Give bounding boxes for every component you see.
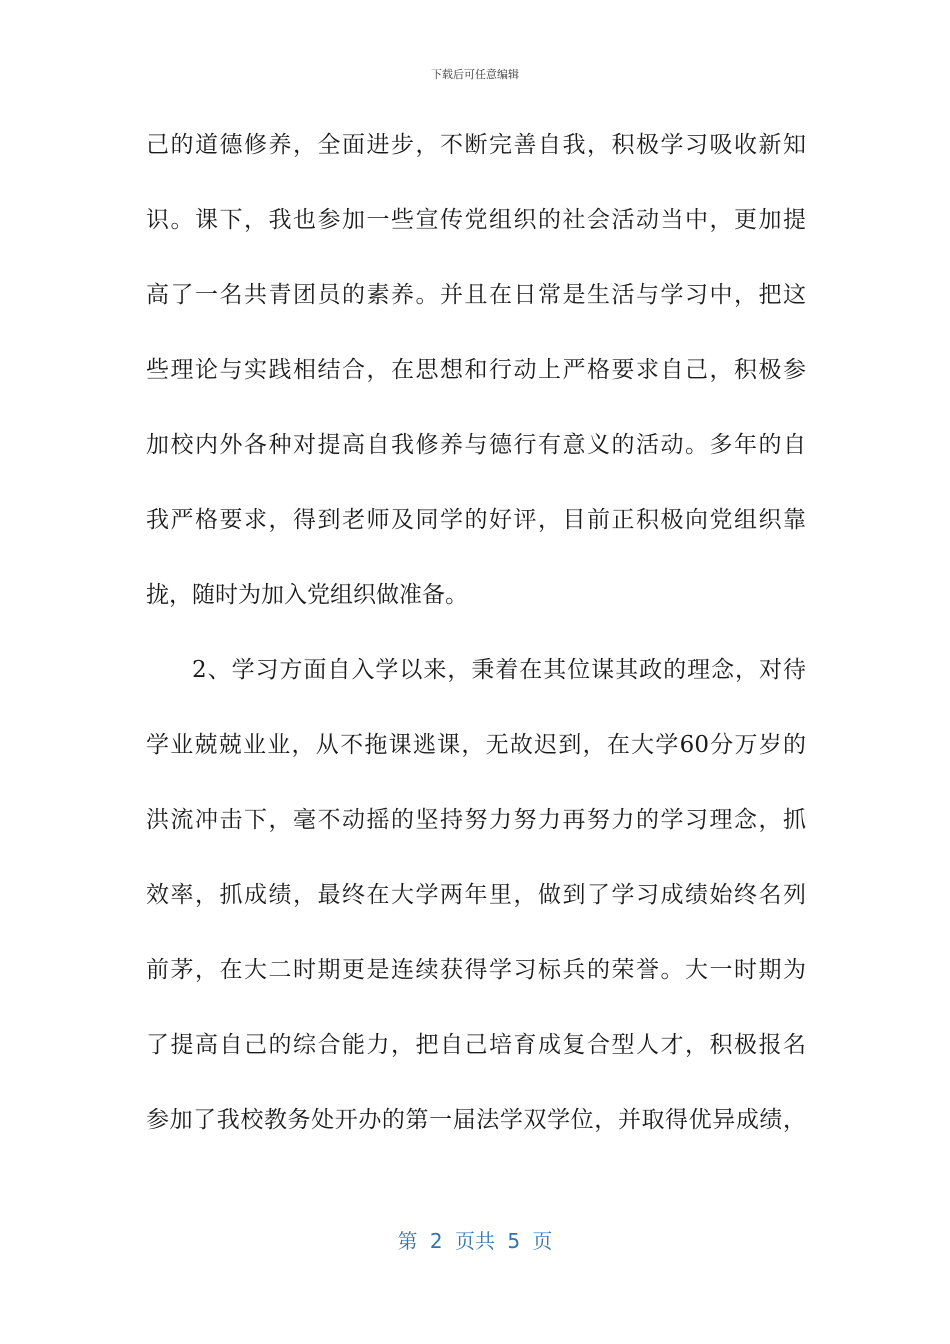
body-line: 了提高自己的综合能力，把自己培育成复合型人才，积极报名 xyxy=(146,1032,806,1058)
page-header: 下载后可任意编辑 xyxy=(431,68,519,81)
body-line: 些理论与实践相结合，在思想和行动上严格要求自己，积极参 xyxy=(146,357,806,383)
body-line: 我严格要求，得到老师及同学的好评，目前正积极向党组织靠 xyxy=(146,507,806,533)
body-line: 参加了我校教务处开办的第一届法学双学位，并取得优异成绩， xyxy=(146,1107,806,1133)
body-line: 前茅，在大二时期更是连续获得学习标兵的荣誉。大一时期为 xyxy=(146,957,806,983)
body-line: 高了一名共青团员的素养。并且在日常是生活与学习中，把这 xyxy=(146,282,806,308)
page-number-footer: 第 2 页共 5 页 xyxy=(397,1229,553,1253)
body-line: 洪流冲击下，毫不动摇的坚持努力努力再努力的学习理念，抓 xyxy=(146,807,806,833)
body-line: 加校内外各种对提高自我修养与德行有意义的活动。多年的自 xyxy=(146,432,806,458)
body-line: 效率，抓成绩，最终在大学两年里，做到了学习成绩始终名列 xyxy=(146,882,806,908)
body-line: 己的道德修养，全面进步，不断完善自我，积极学习吸收新知 xyxy=(146,132,806,158)
body-line: 识。课下，我也参加一些宣传党组织的社会活动当中，更加提 xyxy=(146,207,806,233)
body-line: 拢，随时为加入党组织做准备。 xyxy=(146,582,468,608)
paragraph-start-line: 2、学习方面自入学以来，秉着在其位谋其政的理念，对待 xyxy=(192,657,806,683)
body-line: 学业兢兢业业，从不拖课逃课，无故迟到，在大学60分万岁的 xyxy=(146,732,806,758)
